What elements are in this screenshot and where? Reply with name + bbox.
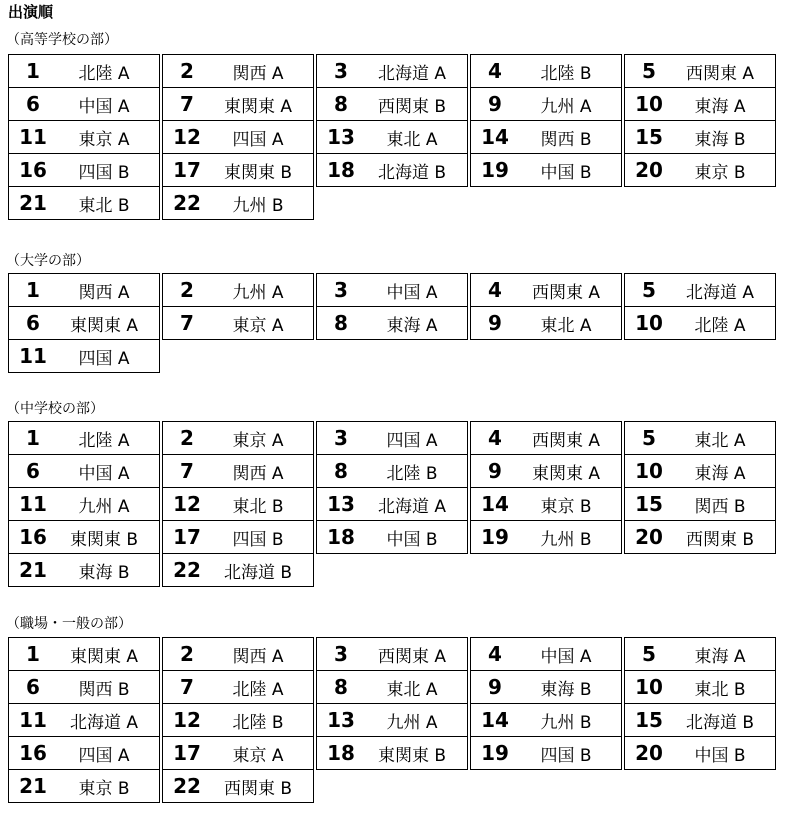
group-name: 東海 A (694, 463, 746, 484)
group-name: 中国 A (78, 96, 130, 117)
order-number: 9 (488, 311, 502, 335)
order-cell (624, 670, 776, 704)
group-name: 北陸 A (232, 679, 284, 700)
group-name: 北陸 A (78, 430, 130, 451)
order-number: 9 (488, 92, 502, 116)
order-cell (624, 273, 776, 307)
group-name: 四国 A (78, 745, 130, 766)
order-number: 13 (327, 125, 355, 149)
section-label-high-school: （高等学校の部） (6, 32, 118, 48)
order-number: 14 (481, 708, 509, 732)
group-name: 中国 A (386, 282, 438, 303)
order-number: 4 (488, 278, 502, 302)
group-name: 東北 A (386, 129, 438, 150)
order-cell (470, 670, 622, 704)
order-number: 8 (334, 675, 348, 699)
order-number: 18 (327, 525, 355, 549)
order-cell (470, 487, 622, 521)
order-cell (624, 153, 776, 187)
group-name: 四国 B (78, 162, 130, 183)
order-cell (470, 637, 622, 671)
order-number: 12 (173, 492, 201, 516)
order-cell (470, 306, 622, 340)
order-cell (8, 553, 160, 587)
group-name: 東北 B (232, 496, 284, 517)
order-number: 9 (488, 459, 502, 483)
order-cell (162, 87, 314, 121)
group-name: 関西 B (540, 129, 592, 150)
order-number: 14 (481, 492, 509, 516)
order-number: 22 (173, 191, 201, 215)
order-cell (162, 520, 314, 554)
order-cell (8, 736, 160, 770)
order-number: 1 (26, 642, 40, 666)
order-cell (8, 54, 160, 88)
order-grid-workplace-general (8, 638, 777, 803)
order-number: 1 (26, 278, 40, 302)
order-cell (8, 421, 160, 455)
order-number: 4 (488, 59, 502, 83)
group-name: 九州 B (232, 195, 284, 216)
group-name: 関西 B (694, 496, 746, 517)
order-number: 5 (642, 278, 656, 302)
order-number: 15 (635, 125, 663, 149)
order-number: 2 (180, 59, 194, 83)
order-cell (162, 421, 314, 455)
order-cell (8, 703, 160, 737)
order-cell (624, 454, 776, 488)
order-number: 8 (334, 459, 348, 483)
group-name: 四国 A (78, 348, 130, 369)
order-cell (624, 703, 776, 737)
order-number: 7 (180, 311, 194, 335)
group-name: 中国 A (78, 463, 130, 484)
order-cell (624, 487, 776, 521)
group-name: 東北 B (694, 679, 746, 700)
order-cell (624, 54, 776, 88)
order-number: 8 (334, 92, 348, 116)
order-number: 15 (635, 492, 663, 516)
order-number: 10 (635, 311, 663, 335)
section-label-workplace-general: （職場・一般の部） (6, 616, 132, 632)
group-name: 九州 B (540, 712, 592, 733)
group-name: 中国 B (386, 529, 438, 550)
group-name: 東関東 A (531, 463, 601, 484)
order-cell (470, 120, 622, 154)
order-cell (470, 87, 622, 121)
group-name: 中国 A (540, 646, 592, 667)
order-number: 11 (19, 708, 47, 732)
group-name: 四国 B (232, 529, 284, 550)
section-label-junior-high: （中学校の部） (6, 401, 104, 417)
group-name: 四国 B (540, 745, 592, 766)
group-name: 北海道 A (377, 63, 447, 84)
group-name: 東京 A (232, 745, 284, 766)
order-cell (316, 306, 468, 340)
order-number: 18 (327, 741, 355, 765)
group-name: 九州 B (540, 529, 592, 550)
section-label-university: （大学の部） (6, 253, 90, 269)
group-name: 東京 A (78, 129, 130, 150)
order-number: 16 (19, 525, 47, 549)
order-number: 2 (180, 278, 194, 302)
order-cell (162, 186, 314, 220)
group-name: 西関東 A (377, 646, 447, 667)
order-cell (162, 769, 314, 803)
order-cell (470, 421, 622, 455)
group-name: 東海 A (694, 646, 746, 667)
order-cell (316, 120, 468, 154)
order-number: 3 (334, 59, 348, 83)
group-name: 九州 A (540, 96, 592, 117)
group-name: 東北 A (386, 679, 438, 700)
group-name: 東北 A (540, 315, 592, 336)
order-cell (624, 421, 776, 455)
group-name: 西関東 A (531, 282, 601, 303)
order-cell (162, 703, 314, 737)
order-cell (8, 120, 160, 154)
order-cell (162, 306, 314, 340)
group-name: 関西 A (232, 463, 284, 484)
order-number: 1 (26, 426, 40, 450)
group-name: 西関東 B (377, 96, 447, 117)
group-name: 中国 B (540, 162, 592, 183)
order-number: 11 (19, 344, 47, 368)
group-name: 北海道 B (685, 712, 755, 733)
order-number: 2 (180, 642, 194, 666)
group-name: 北陸 A (694, 315, 746, 336)
order-cell (8, 637, 160, 671)
order-number: 13 (327, 708, 355, 732)
order-number: 11 (19, 125, 47, 149)
order-cell (8, 273, 160, 307)
group-name: 東海 B (78, 562, 130, 583)
order-cell (316, 637, 468, 671)
order-number: 19 (481, 158, 509, 182)
group-name: 関西 B (78, 679, 130, 700)
group-name: 東海 A (694, 96, 746, 117)
group-name: 北陸 A (78, 63, 130, 84)
order-cell (470, 454, 622, 488)
order-number: 17 (173, 525, 201, 549)
order-number: 11 (19, 492, 47, 516)
order-number: 17 (173, 158, 201, 182)
order-cell (8, 487, 160, 521)
order-cell (162, 273, 314, 307)
order-cell (162, 637, 314, 671)
order-cell (316, 520, 468, 554)
order-cell (316, 736, 468, 770)
order-grid-university (8, 274, 777, 373)
order-cell (162, 670, 314, 704)
order-number: 7 (180, 459, 194, 483)
order-number: 17 (173, 741, 201, 765)
order-cell (316, 454, 468, 488)
order-number: 15 (635, 708, 663, 732)
order-number: 19 (481, 525, 509, 549)
page-title: 出演順 (8, 3, 54, 21)
order-number: 20 (635, 741, 663, 765)
order-cell (316, 703, 468, 737)
order-number: 21 (19, 774, 47, 798)
order-cell (8, 306, 160, 340)
order-cell (624, 306, 776, 340)
order-cell (162, 487, 314, 521)
order-number: 1 (26, 59, 40, 83)
order-number: 21 (19, 191, 47, 215)
order-number: 6 (26, 92, 40, 116)
group-name: 中国 B (694, 745, 746, 766)
order-number: 9 (488, 675, 502, 699)
group-name: 北陸 B (232, 712, 284, 733)
group-name: 九州 A (78, 496, 130, 517)
order-number: 19 (481, 741, 509, 765)
group-name: 東北 A (694, 430, 746, 451)
order-cell (316, 421, 468, 455)
order-number: 16 (19, 158, 47, 182)
order-number: 22 (173, 774, 201, 798)
group-name: 北陸 B (386, 463, 438, 484)
order-cell (8, 339, 160, 373)
group-name: 東海 B (694, 129, 746, 150)
order-number: 7 (180, 675, 194, 699)
order-grid-junior-high (8, 422, 777, 587)
group-name: 東関東 B (377, 745, 447, 766)
order-number: 2 (180, 426, 194, 450)
order-cell (162, 454, 314, 488)
group-name: 東京 B (694, 162, 746, 183)
group-name: 北海道 A (685, 282, 755, 303)
order-number: 3 (334, 642, 348, 666)
order-cell (316, 487, 468, 521)
order-number: 10 (635, 92, 663, 116)
order-cell (162, 153, 314, 187)
group-name: 四国 A (232, 129, 284, 150)
order-cell (162, 553, 314, 587)
order-number: 12 (173, 125, 201, 149)
group-name: 北海道 A (69, 712, 139, 733)
group-name: 西関東 A (685, 63, 755, 84)
order-number: 4 (488, 426, 502, 450)
order-cell (316, 87, 468, 121)
order-number: 20 (635, 158, 663, 182)
order-number: 12 (173, 708, 201, 732)
order-number: 6 (26, 675, 40, 699)
group-name: 北海道 B (377, 162, 447, 183)
order-number: 14 (481, 125, 509, 149)
order-grid-high-school (8, 55, 777, 220)
order-number: 20 (635, 525, 663, 549)
group-name: 西関東 B (223, 778, 293, 799)
group-name: 東関東 A (69, 315, 139, 336)
order-cell (624, 87, 776, 121)
order-cell (8, 153, 160, 187)
order-cell (8, 769, 160, 803)
group-name: 西関東 B (685, 529, 755, 550)
group-name: 東京 A (232, 315, 284, 336)
group-name: 東海 B (540, 679, 592, 700)
order-number: 3 (334, 426, 348, 450)
group-name: 東関東 B (69, 529, 139, 550)
order-number: 4 (488, 642, 502, 666)
group-name: 関西 A (232, 63, 284, 84)
order-cell (316, 54, 468, 88)
order-number: 5 (642, 642, 656, 666)
group-name: 西関東 A (531, 430, 601, 451)
order-cell (162, 54, 314, 88)
order-cell (470, 153, 622, 187)
order-cell (316, 670, 468, 704)
group-name: 東関東 B (223, 162, 293, 183)
order-number: 8 (334, 311, 348, 335)
group-name: 北海道 A (377, 496, 447, 517)
order-number: 10 (635, 459, 663, 483)
order-cell (8, 670, 160, 704)
order-number: 5 (642, 426, 656, 450)
order-number: 7 (180, 92, 194, 116)
order-cell (470, 520, 622, 554)
order-cell (624, 736, 776, 770)
order-cell (470, 703, 622, 737)
group-name: 東京 B (78, 778, 130, 799)
order-cell (470, 736, 622, 770)
order-cell (8, 87, 160, 121)
order-number: 10 (635, 675, 663, 699)
group-name: 東海 A (386, 315, 438, 336)
group-name: 東関東 A (69, 646, 139, 667)
order-number: 6 (26, 311, 40, 335)
order-number: 3 (334, 278, 348, 302)
group-name: 北海道 B (223, 562, 293, 583)
group-name: 東北 B (78, 195, 130, 216)
group-name: 関西 A (78, 282, 130, 303)
group-name: 四国 A (386, 430, 438, 451)
order-number: 13 (327, 492, 355, 516)
order-cell (624, 120, 776, 154)
order-number: 21 (19, 558, 47, 582)
order-cell (624, 637, 776, 671)
order-number: 16 (19, 741, 47, 765)
group-name: 北陸 B (540, 63, 592, 84)
order-cell (162, 120, 314, 154)
order-number: 5 (642, 59, 656, 83)
group-name: 関西 A (232, 646, 284, 667)
order-cell (624, 520, 776, 554)
order-cell (8, 454, 160, 488)
order-number: 18 (327, 158, 355, 182)
order-cell (316, 273, 468, 307)
order-cell (8, 520, 160, 554)
order-number: 22 (173, 558, 201, 582)
group-name: 九州 A (232, 282, 284, 303)
group-name: 東京 A (232, 430, 284, 451)
group-name: 東京 B (540, 496, 592, 517)
order-number: 6 (26, 459, 40, 483)
group-name: 九州 A (386, 712, 438, 733)
group-name: 東関東 A (223, 96, 293, 117)
order-cell (162, 736, 314, 770)
order-cell (470, 54, 622, 88)
order-cell (8, 186, 160, 220)
order-cell (316, 153, 468, 187)
order-cell (470, 273, 622, 307)
